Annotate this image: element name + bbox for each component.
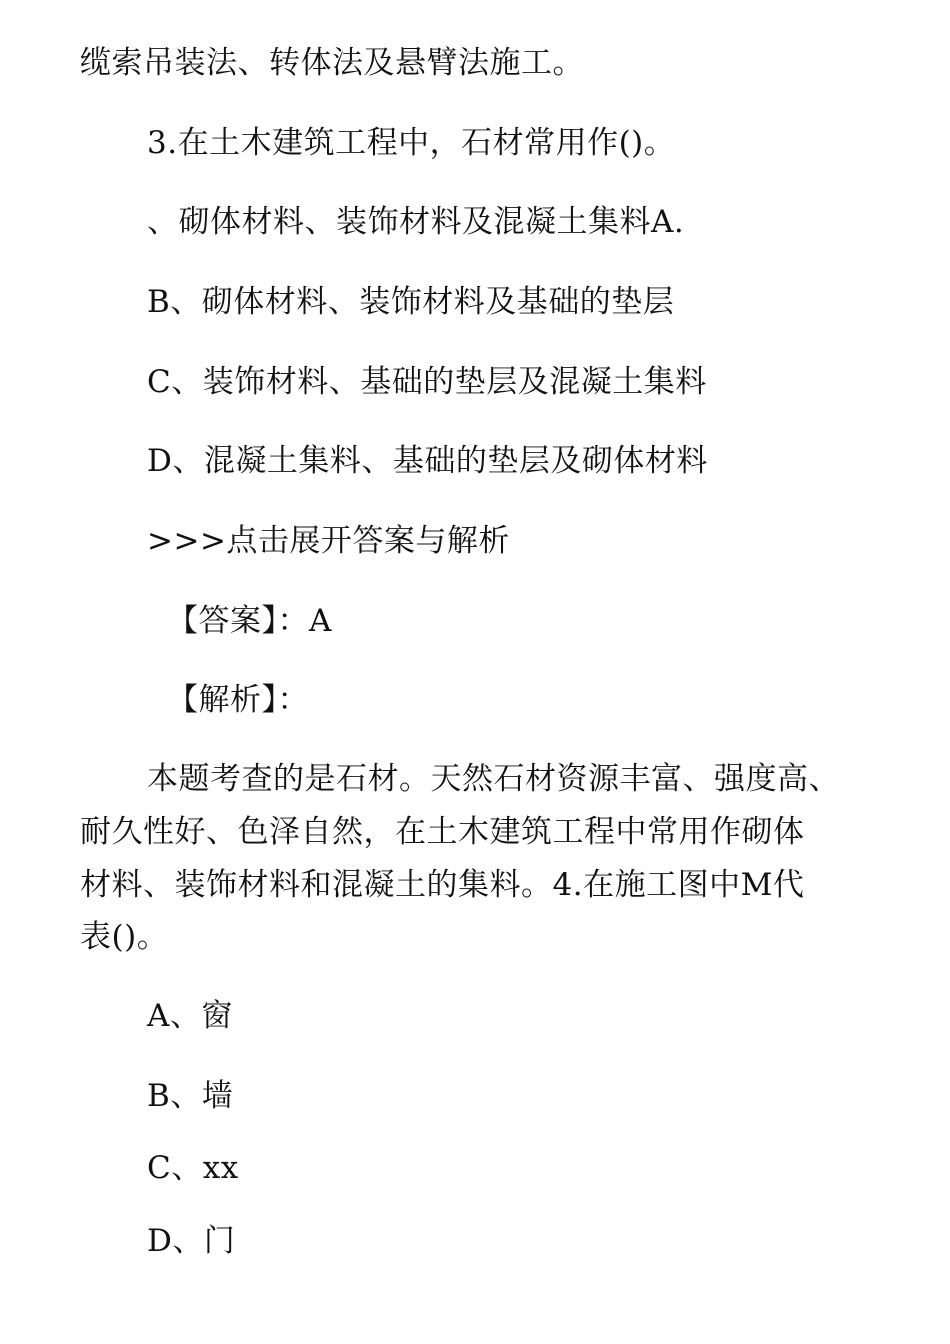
question-3-option-a: 、砌体材料、装饰材料及混凝土集料A. — [147, 204, 685, 240]
analysis-text-line-3: 材料、装饰材料和混凝土的集料。4.在施工图中M代 — [80, 867, 805, 903]
question-3-option-d: D、混凝土集料、基础的垫层及砌体材料 — [147, 443, 708, 479]
question-3-stem: 3.在土木建筑工程中，石材常用作()。 — [147, 125, 676, 161]
question-4-option-b: B、墙 — [147, 1078, 234, 1114]
question-4-option-a: A、窗 — [147, 998, 233, 1034]
question-4-option-d: D、门 — [147, 1223, 236, 1259]
analysis-label: 【解析】： — [167, 682, 309, 718]
expand-answer-link[interactable]: >>>点击展开答案与解析 — [147, 523, 510, 559]
question-4-stem-end: 表()。 — [80, 919, 169, 955]
answer-label: 【答案】：A — [167, 603, 332, 639]
question-4-option-c: C、xx — [147, 1150, 239, 1186]
question-3-option-b: B、砌体材料、装饰材料及基础的垫层 — [147, 284, 675, 320]
analysis-text-line-2: 耐久性好、色泽自然，在土木建筑工程中常用作砌体 — [80, 814, 805, 850]
prev-question-tail: 缆索吊装法、转体法及悬臂法施工。 — [80, 45, 584, 81]
question-3-option-c: C、装饰材料、基础的垫层及混凝土集料 — [147, 364, 707, 400]
analysis-text-line-1: 本题考查的是石材。天然石材资源丰富、强度高、 — [147, 761, 840, 797]
